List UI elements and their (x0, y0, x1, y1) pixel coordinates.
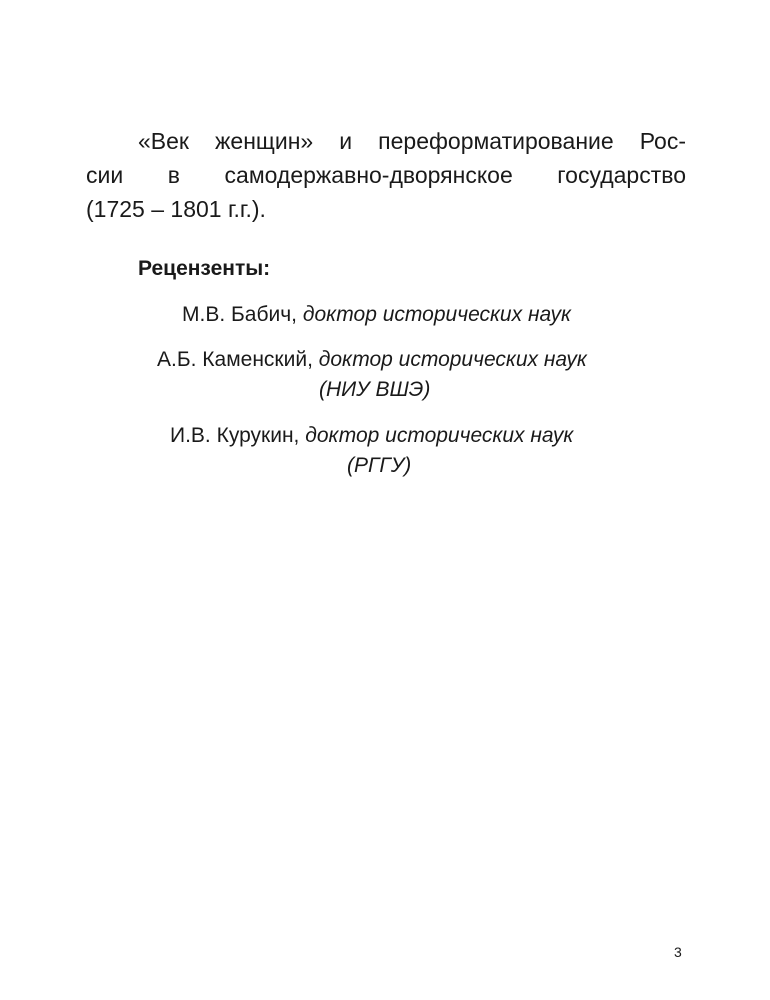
reviewer-name: М.В. Бабич, (182, 303, 297, 326)
reviewer-name: И.В. Курукин, (170, 424, 300, 447)
reviewer-name: А.Б. Каменский, (157, 348, 313, 371)
reviewer-degree: доктор исторических наук (305, 424, 574, 447)
reviewer-degree: доктор исторических наук (302, 303, 571, 326)
reviewer-babich (182, 300, 571, 330)
title-line-3: (1725 – 1801 г.г.). (86, 196, 266, 222)
reviewer-kurukin (170, 421, 573, 481)
reviewer-degree: доктор исторических наук (318, 348, 587, 371)
reviewers-heading: Рецензенты: (138, 257, 271, 280)
reviewer-kamensky (157, 345, 587, 405)
reviewer-affiliation: (РГГУ) (347, 454, 412, 477)
title-line-2: сии в самодержавно-дворянское государство (86, 162, 686, 188)
page-number: 3 (674, 944, 682, 960)
book-title (86, 124, 686, 226)
reviewer-affiliation: (НИУ ВШЭ) (319, 378, 431, 401)
title-line-1: «Век женщин» и переформатирование Рос- (138, 128, 686, 154)
